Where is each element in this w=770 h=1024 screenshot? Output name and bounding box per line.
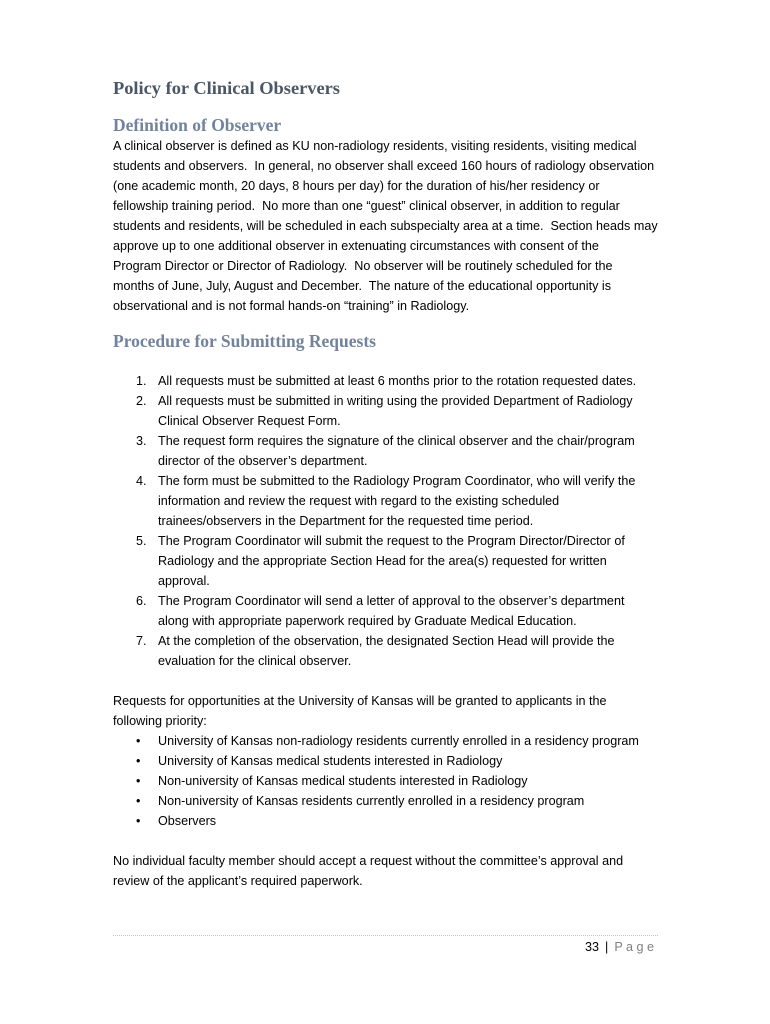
priority-intro-line: Requests for opportunities at the University of Kansas will be granted to applicants in the	[113, 694, 607, 708]
footer-divider	[113, 935, 658, 936]
priority-section	[113, 691, 658, 831]
priority-list-item	[113, 771, 658, 791]
step-text-line: The Program Coordinator will submit the request to the Program Director/Director of	[158, 534, 625, 548]
paragraph-line: months of June, July, August and December. The nature of the educational opportunity is	[113, 279, 611, 293]
priority-item-text: Non-university of Kansas medical students interested in Radiology	[158, 774, 528, 788]
step-text-line: information and review the request with regard to the existing scheduled	[158, 494, 560, 508]
step-number: 4.	[136, 474, 147, 488]
procedure-step	[113, 371, 658, 391]
step-text-line: The Program Coordinator will send a letter of approval to the observer’s department	[158, 594, 625, 608]
step-number: 2.	[136, 394, 147, 408]
step-text-line: trainees/observers in the Department for the requested time period.	[158, 514, 534, 528]
paragraph-line: review of the applicant’s required paperwork.	[113, 874, 363, 888]
priority-list-item	[113, 731, 658, 751]
paragraph-line: fellowship training period. No more than one “guest” clinical observer, in addition to regular	[113, 199, 620, 213]
priority-item-text: Observers	[158, 814, 217, 828]
priority-item-text: University of Kansas non-radiology residents currently enrolled in a residency program	[158, 734, 639, 748]
step-text-line: All requests must be submitted at least 6 months prior to the rotation requested dates.	[158, 374, 637, 388]
paragraph-line: approve up to one additional observer in extenuating circumstances with consent of the	[113, 239, 599, 253]
step-number: 1.	[136, 374, 147, 388]
procedure-step	[113, 631, 658, 671]
bullet-icon: •	[136, 774, 141, 788]
step-text-line: All requests must be submitted in writing using the provided Department of Radiology	[158, 394, 633, 408]
bullet-icon: •	[136, 794, 141, 808]
step-text-line: At the completion of the observation, the designated Section Head will provide the	[158, 634, 615, 648]
closing-paragraph	[113, 851, 658, 891]
priority-list-item	[113, 791, 658, 811]
priority-item-text: Non-university of Kansas residents currently enrolled in a residency program	[158, 794, 585, 808]
priority-list-item	[113, 811, 658, 831]
page-footer	[585, 937, 654, 957]
step-text-line: Radiology and the appropriate Section Head for the area(s) requested for written	[158, 554, 607, 568]
step-text-line: along with appropriate paperwork required by Graduate Medical Education.	[158, 614, 577, 628]
paragraph-line: observational and is not formal hands-on “training” in Radiology.	[113, 299, 470, 313]
bullet-icon: •	[136, 814, 141, 828]
paragraph-line: students and residents, will be scheduled in each subspecialty area at a time. Section heads may	[113, 219, 658, 233]
step-text-line: director of the observer’s department.	[158, 454, 368, 468]
definition-paragraph	[113, 136, 658, 316]
paragraph-line: students and observers. In general, no observer shall exceed 160 hours of radiology observation	[113, 159, 655, 173]
paragraph-line: Program Director or Director of Radiology. No observer will be routinely scheduled for the	[113, 259, 613, 273]
page-label: P a g e	[614, 940, 654, 954]
procedure-steps-list	[113, 371, 658, 671]
step-text-line: The request form requires the signature of the clinical observer and the chair/program	[158, 434, 635, 448]
step-number: 6.	[136, 594, 147, 608]
page-number: 33	[585, 940, 600, 954]
priority-intro-line: following priority:	[113, 714, 207, 728]
procedure-step	[113, 391, 658, 431]
procedure-heading: Procedure for Submitting Requests	[113, 331, 376, 351]
paragraph-line: (one academic month, 20 days, 8 hours per day) for the duration of his/her residency or	[113, 179, 600, 193]
priority-list-item	[113, 751, 658, 771]
step-text-line: The form must be submitted to the Radiology Program Coordinator, who will verify the	[158, 474, 636, 488]
step-number: 7.	[136, 634, 147, 648]
procedure-step	[113, 591, 658, 631]
procedure-step	[113, 531, 658, 591]
procedure-step	[113, 471, 658, 531]
paragraph-line: No individual faculty member should accept a request without the committee’s approval and	[113, 854, 624, 868]
priority-item-text: University of Kansas medical students interested in Radiology	[158, 754, 503, 768]
step-text-line: approval.	[158, 574, 210, 588]
step-number: 5.	[136, 534, 147, 548]
bullet-icon: •	[136, 754, 141, 768]
footer-separator: |	[605, 940, 609, 954]
paragraph-line: A clinical observer is defined as KU non-radiology residents, visiting residents, visiting medical	[113, 139, 637, 153]
procedure-step	[113, 431, 658, 471]
step-text-line: Clinical Observer Request Form.	[158, 414, 341, 428]
definition-heading: Definition of Observer	[113, 115, 282, 135]
bullet-icon: •	[136, 734, 141, 748]
step-text-line: evaluation for the clinical observer.	[158, 654, 352, 668]
page-title: Policy for Clinical Observers	[113, 78, 340, 98]
step-number: 3.	[136, 434, 147, 448]
